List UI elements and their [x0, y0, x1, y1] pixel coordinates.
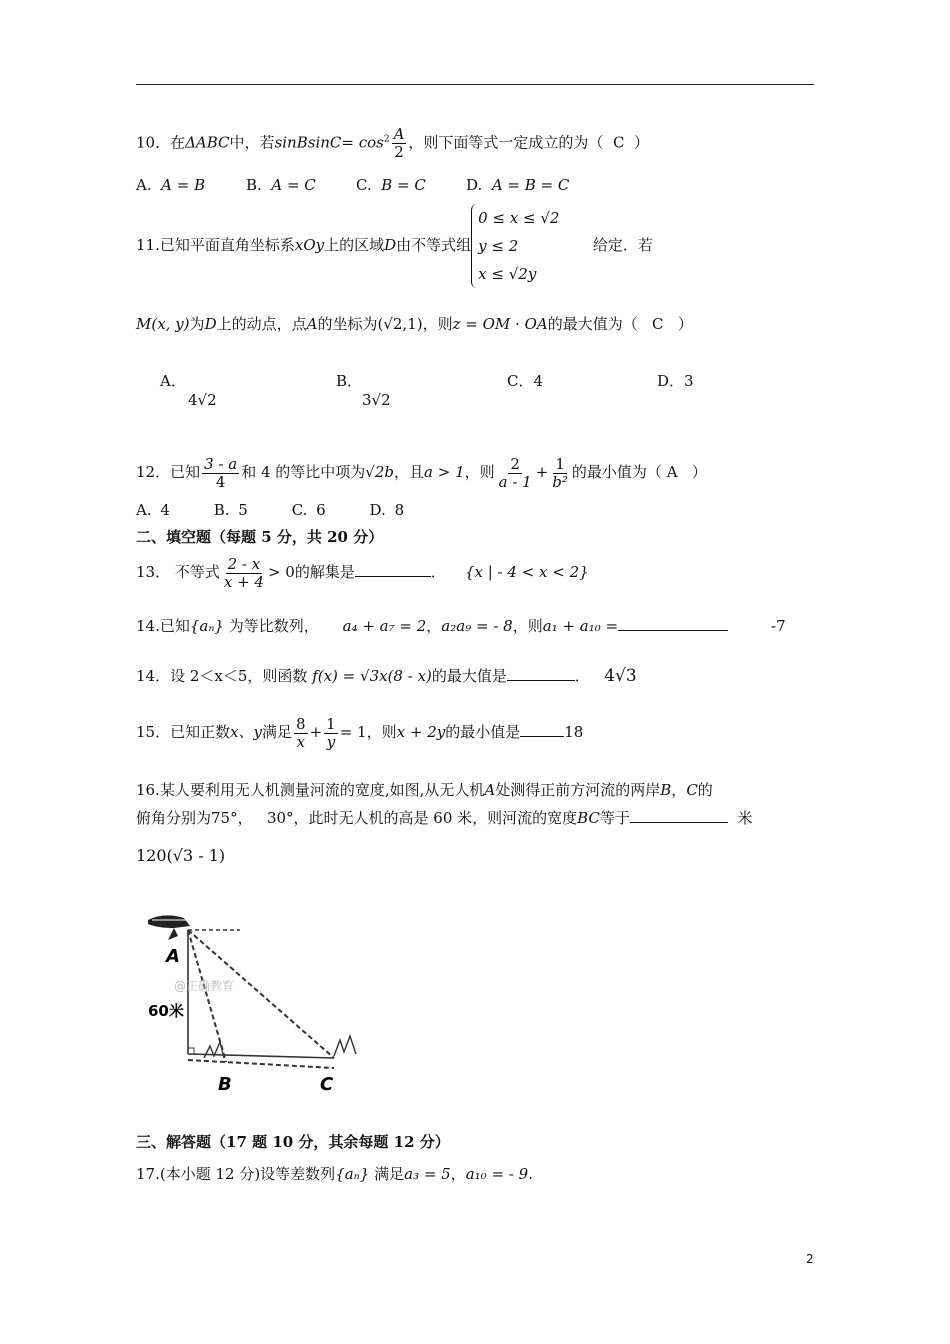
section-3-heading: 三、解答题（17 题 10 分，其余每题 12 分） — [136, 1133, 450, 1151]
answer-12: A — [666, 463, 678, 481]
triangle-abc: ΔABC — [185, 133, 230, 152]
sight-line-c — [188, 930, 334, 1058]
page-number: 2 — [806, 1252, 814, 1266]
ground-line — [188, 1054, 334, 1058]
question-14a: 14.已知{aₙ} 为等比数列， a₄ + a₇ = 2，a₂a₉ = - 8，则a₁ + a₁₀ = -7 — [136, 617, 786, 635]
question-16-line-2: 俯角分别为75°， 30°，此时无人机的高是 60 米，则河流的宽度BC等于 米 — [136, 809, 753, 827]
drone-icon — [148, 915, 190, 940]
answer-blank-14b — [507, 666, 575, 681]
options-12: A. 4 B. 5 C. 6 D. 8 — [136, 501, 405, 519]
answer-13: {x | - 4 < x < 2} — [464, 563, 589, 581]
question-16-line-1: 16.某人要利用无人机测量河流的宽度,如图,从无人机A处测得正前方河流的两岸B，C的 — [136, 781, 713, 799]
label-c: C — [320, 1074, 334, 1095]
option-10-c: C. B = C — [356, 176, 426, 194]
answer-10: C — [612, 133, 625, 152]
question-10: 10．在ΔABC中，若sinBsinC= $\cos^2$ $\frac{A}{2}$ ，则下面等式一定成立的为（ C ） — [136, 125, 650, 161]
option-11-c: C．4 — [507, 372, 544, 390]
question-11-line-2: M(x, y)为D上的动点，点A的坐标为(√2,1)，则z = OM · OA的最大值为（ C ） — [136, 315, 693, 333]
option-11-a: A． 4√2 — [160, 372, 217, 409]
question-11: 11.已知平面直角坐标系xOy上的区域D由不等式组 0 ≤ x ≤ √2 y ≤ 2 x ≤ √2y 给定．若 — [136, 202, 653, 288]
option-11-d: D．3 — [657, 372, 694, 390]
option-10-d: D. A = B = C — [466, 176, 570, 194]
label-a: A — [166, 946, 180, 967]
answer-blank-14a — [618, 616, 728, 631]
answer-15: 18 — [564, 723, 584, 741]
option-10-a: A. A = B — [136, 176, 206, 194]
fraction-a-over-2: $\frac{A}{2}$ — [393, 125, 405, 161]
question-13: 13． 不等式 $\frac{2 - x}{x + 4}$ > 0的解集是 ． {x | - 4 < x < 2} — [136, 554, 589, 591]
river-line — [188, 1060, 334, 1068]
question-17: 17.(本小题 12 分)设等差数列{aₙ} 满足a₃ = 5，a₁₀ = - 9. — [136, 1165, 533, 1183]
question-14b: 14．设 2＜x＜5，则函数 f(x) = √3x(8 - x)的最大值是 ． 4√3 — [136, 666, 637, 686]
answer-14a: -7 — [771, 617, 786, 635]
option-10-b: B. A = C — [246, 176, 316, 194]
section-2-heading: 二、填空题（每题 5 分，共 20 分） — [136, 528, 384, 546]
answer-16: 120(√3 - 1) — [136, 846, 226, 865]
drone-river-figure — [144, 906, 374, 1098]
option-11-b: B． 3√2 — [336, 372, 391, 409]
answer-blank-13 — [355, 562, 431, 577]
answer-14b: 4√3 — [604, 666, 637, 686]
answer-blank-15 — [520, 722, 564, 737]
question-12: 12．已知 $\frac{3 - a}{4}$ 和 4 的等比中项为√2b，且a > 1，则 $\frac{2}{a - 1}$ + $\frac{1}{\text{b²}}$ 的最小值为（ A ） — [136, 454, 707, 491]
right-angle-mark — [188, 1048, 194, 1054]
watermark: @正确教育 — [174, 979, 235, 993]
answer-blank-16 — [630, 808, 728, 823]
question-15: 15．已知正数x、y满足 $\frac{8}{x}$ + $\frac{1}{y}$ = 1，则x + 2y的最小值是 18 — [136, 714, 584, 751]
grass-c-icon — [334, 1036, 356, 1056]
answer-11: C — [652, 315, 664, 333]
header-rule — [136, 84, 814, 85]
inequality-system: 0 ≤ x ≤ √2 y ≤ 2 x ≤ √2y — [471, 204, 559, 288]
label-b: B — [218, 1074, 232, 1095]
height-label: 60米 — [148, 1002, 184, 1020]
